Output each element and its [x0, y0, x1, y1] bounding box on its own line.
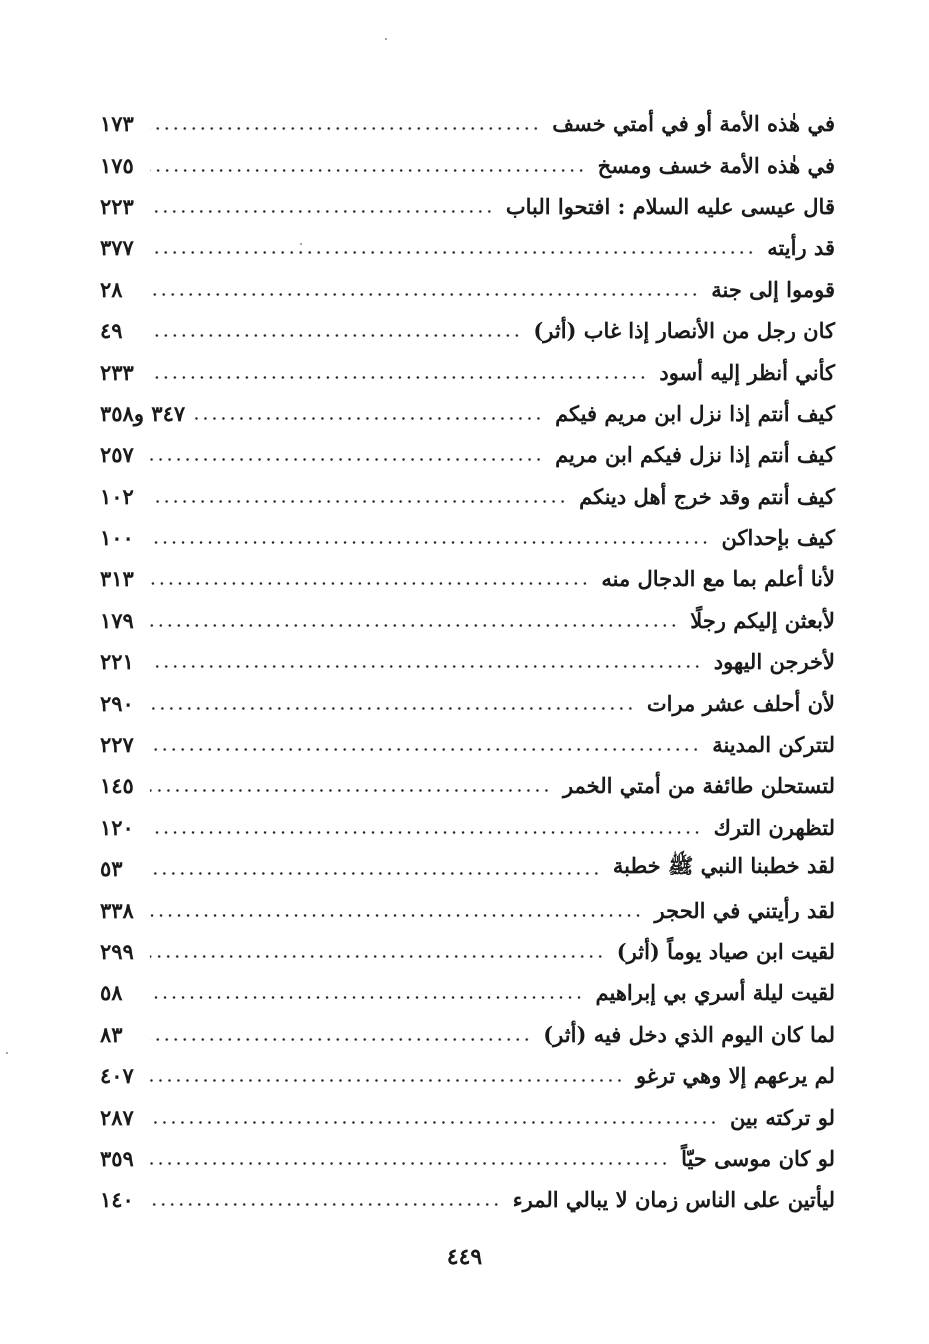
entry-page-ref: ٢٣٣ [100, 359, 134, 385]
dot-leader [150, 251, 755, 254]
index-entry [100, 931, 835, 972]
entry-page-ref: ٤٠٧ [100, 1063, 134, 1089]
entry-text: لأنا أعلم بما مع الدجال منه [601, 566, 835, 592]
entry-text: لقيت ابن صياد يوماً (أثر) [616, 939, 835, 964]
dot-leader [150, 334, 521, 337]
index-entry [100, 848, 835, 889]
index-entry [100, 641, 835, 682]
dot-leader [150, 127, 540, 130]
entry-page-ref: ١٧٣ [100, 111, 134, 137]
dot-leader [150, 707, 635, 710]
index-entry [100, 558, 835, 599]
entry-page-ref: ١٤٥ [100, 773, 134, 799]
index-entry [100, 227, 835, 268]
entry-text: لتتركن المدينة [712, 732, 835, 758]
entry-page-ref: ٢٩٠ [100, 690, 134, 716]
dot-leader [150, 1038, 531, 1041]
index-entry [100, 1014, 835, 1055]
entry-page-ref: ١٢٠ [100, 814, 134, 840]
entry-page-ref: ٢٨ [100, 276, 123, 302]
dot-leader [150, 624, 678, 627]
dot-leader [150, 500, 567, 503]
entry-page-ref: ١٠٢ [100, 483, 134, 509]
index-entry [100, 393, 835, 434]
entry-text: كان رجل من الأنصار إذا غاب (أثر) [533, 318, 835, 344]
entry-text: لتظهرن الترك [713, 814, 835, 840]
dot-leader [150, 955, 605, 958]
entry-page-ref: ٣٧٧ [100, 235, 134, 261]
entry-page-ref: ٢٢٣ [100, 193, 134, 219]
entry-page-ref: ٥٨ [100, 980, 123, 1006]
index-entry [100, 476, 835, 517]
entry-text: لو كان موسى حيّاً [681, 1145, 835, 1171]
entry-text: لأبعثن إليكم رجلًا [690, 607, 835, 633]
entry-text: كيف أنتم إذا نزل فيكم ابن مريم [555, 442, 835, 468]
entry-text: لو تركته بين [729, 1104, 835, 1130]
entry-page-ref: ٥٣ [100, 856, 123, 882]
entry-page-ref: ١٧٥ [100, 152, 134, 178]
entry-text: كيف بإحداكن [721, 525, 835, 551]
dot-leader [150, 914, 643, 917]
entry-text: لم يرعهم إلا وهي ترغو [635, 1063, 835, 1089]
dot-leader [150, 996, 584, 999]
entry-page-ref: ٢٢٧ [100, 732, 134, 758]
index-entry [100, 103, 835, 144]
dot-leader [150, 582, 589, 585]
index-entry [100, 972, 835, 1013]
entry-text: كيف أنتم إذا نزل ابن مريم فيكم [555, 400, 835, 426]
dot-leader [150, 1079, 624, 1082]
entry-text: قد رأيته [767, 235, 835, 261]
index-entry [100, 351, 835, 392]
entry-text: ليأتين على الناس زمان لا يبالي المرء [512, 1187, 835, 1213]
entry-page-ref: ٢٥٧ [100, 442, 134, 468]
dot-leader [150, 872, 601, 875]
entry-page-ref: ٢٩٩ [100, 939, 134, 964]
index-entry [100, 807, 835, 848]
dot-leader [150, 1121, 718, 1124]
scan-speck [300, 243, 302, 245]
index-entry [100, 1179, 835, 1220]
entry-text: في هٰذه الأمة خسف ومسخ [597, 152, 835, 178]
entry-text: لأن أحلف عشر مرات [646, 690, 835, 716]
dot-leader [150, 665, 702, 668]
index-entry [100, 144, 835, 185]
entry-page-ref: ٣١٣ [100, 566, 134, 592]
entry-text: لقد رأيتني في الحجر [654, 897, 835, 923]
dot-leader [150, 789, 551, 792]
entry-text: في هٰذه الأمة أو في أمتي خسف [552, 111, 835, 137]
index-entry [100, 310, 835, 351]
entry-page-ref: ٨٣ [100, 1021, 123, 1047]
dot-leader [150, 1162, 669, 1165]
entry-text: لقد خطبنا النبي ﷺ خطبة [612, 853, 835, 879]
entry-page-ref: ٣٤٧ و٣٥٨ [100, 400, 186, 426]
index-entry [100, 269, 835, 310]
dot-leader [150, 376, 647, 379]
index-entry [100, 186, 835, 227]
page-number: ٤٤٩ [446, 1244, 483, 1270]
dot-leader [150, 1203, 501, 1206]
index-entry [100, 889, 835, 930]
entry-text: كيف أنتم وقد خرج أهل دينكم [579, 483, 835, 509]
index-entry [100, 1096, 835, 1137]
entry-text: لما كان اليوم الذي دخل فيه (أثر) [543, 1021, 835, 1047]
entry-text: لقيت ليلة أسري بي إبراهيم [595, 980, 835, 1006]
entry-text: قال عيسى عليه السلام : افتحوا الباب [505, 193, 835, 219]
dot-leader [150, 293, 699, 296]
entry-text: لتستحلن طائفة من أمتي الخمر [562, 773, 835, 799]
dot-leader [191, 417, 543, 420]
entry-text: قوموا إلى جنة [711, 276, 835, 302]
dot-leader [150, 169, 586, 172]
entry-page-ref: ١٧٩ [100, 607, 134, 633]
index-entry [100, 682, 835, 723]
entry-page-ref: ٤٩ [100, 318, 123, 344]
index-entry [100, 1138, 835, 1179]
dot-leader [150, 210, 494, 213]
index-entry [100, 724, 835, 765]
hadith-index-list [100, 103, 835, 1221]
dot-leader [150, 541, 710, 544]
index-entry [100, 765, 835, 806]
index-entry [100, 517, 835, 558]
scan-speck [6, 1052, 8, 1054]
entry-text: لأخرجن اليهود [713, 649, 835, 675]
dot-leader [150, 831, 702, 834]
index-entry [100, 434, 835, 475]
index-entry [100, 1055, 835, 1096]
scan-speck [385, 38, 387, 40]
entry-page-ref: ٢٢١ [100, 649, 134, 675]
entry-page-ref: ٣٣٨ [100, 897, 134, 923]
entry-page-ref: ١٠٠ [100, 525, 134, 551]
dot-leader [150, 748, 700, 751]
dot-leader [150, 458, 543, 461]
index-entry [100, 600, 835, 641]
entry-page-ref: ٢٨٧ [100, 1104, 134, 1130]
entry-text: كأني أنظر إليه أسود [659, 359, 835, 385]
entry-page-ref: ١٤٠ [100, 1187, 134, 1213]
entry-page-ref: ٣٥٩ [100, 1145, 134, 1171]
